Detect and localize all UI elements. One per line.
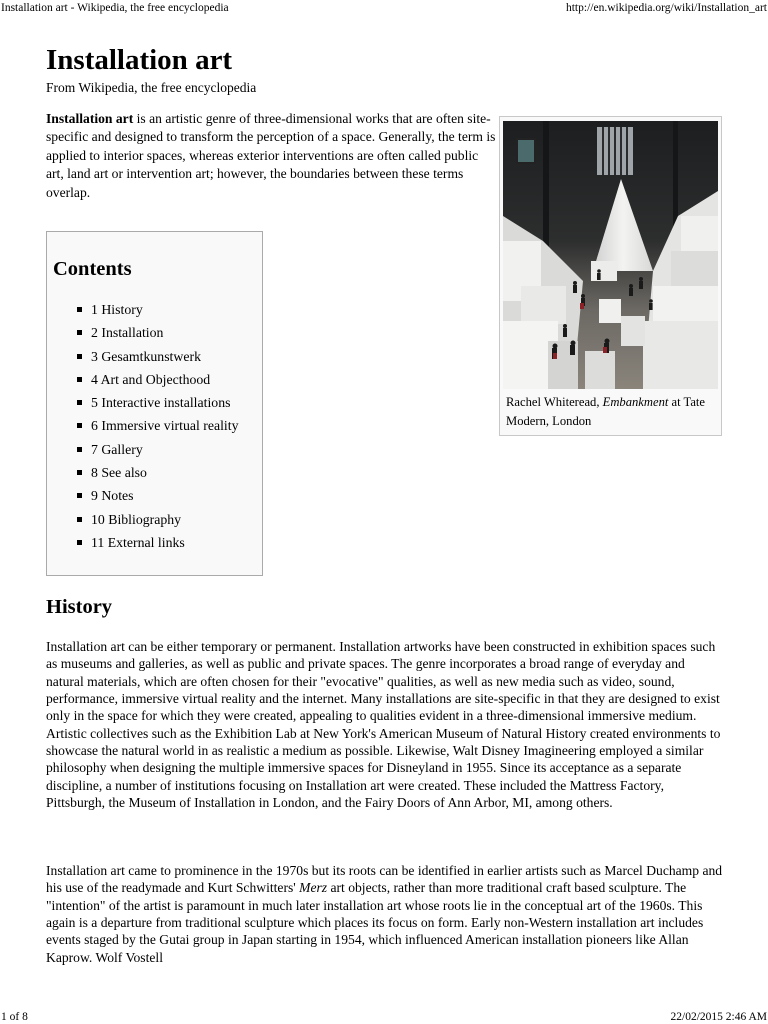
caption-artist: Rachel Whiteread,: [506, 395, 603, 409]
table-of-contents: [46, 231, 263, 576]
caption-location: at Tate Modern, London: [506, 395, 706, 428]
caption-artwork-title[interactable]: Embankment: [602, 395, 669, 409]
toc-bullet: [77, 493, 82, 498]
toc-item-label[interactable]: 5 Interactive installations: [91, 395, 231, 411]
toc-item-label[interactable]: 10 Bibliography: [91, 511, 182, 527]
toc-item-notes[interactable]: [77, 486, 239, 509]
toc-bullet: [77, 470, 82, 475]
toc-item-label[interactable]: 6 Immersive virtual reality: [91, 418, 239, 434]
toc-bullet: [77, 330, 82, 335]
embankment-photo[interactable]: [503, 121, 718, 389]
toc-bullet: [77, 354, 82, 359]
toc-bullet: [77, 423, 82, 428]
print-header-url: http://en.wikipedia.org/wiki/Installation_art: [565, 2, 767, 14]
toc-bullet: [77, 517, 82, 522]
toc-item-immersive-virtual-reality[interactable]: [77, 416, 239, 439]
lead-bold-term: Installation art: [46, 111, 134, 126]
toc-item-installation[interactable]: [77, 323, 239, 346]
toc-item-label[interactable]: 8 See also: [91, 465, 147, 481]
history-p2-text-b: art objects, rather than more traditional craft based sculpture. The "intention" of the artist is paramount in much later installation art whose roots lie in the conceptual art of the 1960s. This again is a departure from traditional sculpture which places its focus on form. Early non-Western installation art includes events staged by the Gutai group in Japan starting in 1954, which influenced American installation pioneers like Allan Kaprow. Wolf Vostell: [46, 880, 704, 965]
print-timestamp: 22/02/2015 2:46 AM: [670, 1011, 767, 1023]
toc-item-art-and-objecthood[interactable]: [77, 370, 239, 393]
merz-term: Merz: [299, 880, 328, 896]
toc-item-label[interactable]: 9 Notes: [91, 488, 134, 504]
section-heading-history: History: [46, 596, 113, 618]
lead-text: is an artistic genre of three-dimensional works that are often site-specific and designed to transform the perception of a space. Generally, the term is applied to interior spaces, whereas exterior interventions are often called public art, land art or intervention art; however, the boundaries between these terms overlap.: [46, 111, 496, 200]
page-counter: 1 of 8: [1, 1011, 28, 1023]
thumbnail-caption: [506, 393, 718, 430]
toc-item-interactive-installations[interactable]: [77, 393, 239, 416]
toc-title: Contents: [53, 258, 132, 280]
toc-item-history[interactable]: [77, 300, 239, 323]
toc-item-label[interactable]: 11 External links: [91, 534, 185, 550]
toc-bullet: [77, 447, 82, 452]
toc-item-label[interactable]: 3 Gesamtkunstwerk: [91, 348, 201, 364]
site-subtitle: From Wikipedia, the free encyclopedia: [46, 80, 257, 95]
toc-item-gesamtkunstwerk[interactable]: [77, 347, 239, 370]
toc-item-bibliography[interactable]: [77, 510, 239, 533]
history-p2-text-a: Installation art came to prominence in the 1970s but its roots can be identified in earlier artists such as Marcel Duchamp and his use of the readymade and Kurt Schwitters': [46, 863, 723, 896]
thumbnail-box: [499, 116, 722, 436]
lead-paragraph: [46, 110, 498, 202]
toc-item-label[interactable]: 1 History: [91, 302, 143, 317]
toc-list: [77, 300, 239, 556]
toc-item-gallery[interactable]: [77, 440, 239, 463]
toc-item-label[interactable]: 2 Installation: [91, 325, 164, 341]
print-footer: [0, 1008, 768, 1024]
toc-item-label[interactable]: 4 Art and Objecthood: [91, 371, 211, 387]
toc-bullet: [77, 377, 82, 382]
page-title: Installation art: [46, 44, 233, 76]
toc-bullet: [77, 307, 82, 312]
print-header: [0, 0, 768, 16]
print-header-page-title: Installation art - Wikipedia, the free encyclopedia: [1, 2, 229, 14]
toc-item-label[interactable]: 7 Gallery: [91, 441, 143, 457]
history-paragraph-2: [46, 862, 724, 966]
toc-bullet: [77, 400, 82, 405]
toc-item-see-also[interactable]: [77, 463, 239, 486]
toc-bullet: [77, 540, 82, 545]
history-paragraph-1: Installation art can be either temporary or permanent. Installation artworks have been constructed in exhibition spaces such as museums and galleries, as well as public and private spaces. The genre incorporates a broad range of everyday and natural materials, which are often chosen for their "evocative" qualities, as well as new media such as video, sound, performance, immersive virtual reality and the internet. Many installations are site-specific in that they are designed to exist only in the space for which they were created, appealing to qualities evident in a three-dimensional immersive medium. Artistic collectives such as the Exhibition Lab at New York's American Museum of Natural History created environments to showcase the natural world in as realistic a medium as possible. Likewise, Walt Disney Imagineering employed a similar philosophy when designing the multiple immersive spaces for Disneyland in 1955. Since its acceptance as a separate discipline, a number of institutions focusing on Installation art were created. These included the Mattress Factory, Pittsburgh, the Museum of Installation in London, and the Fairy Doors of Ann Arbor, MI, among others.: [46, 639, 721, 811]
toc-item-external-links[interactable]: [77, 533, 239, 556]
